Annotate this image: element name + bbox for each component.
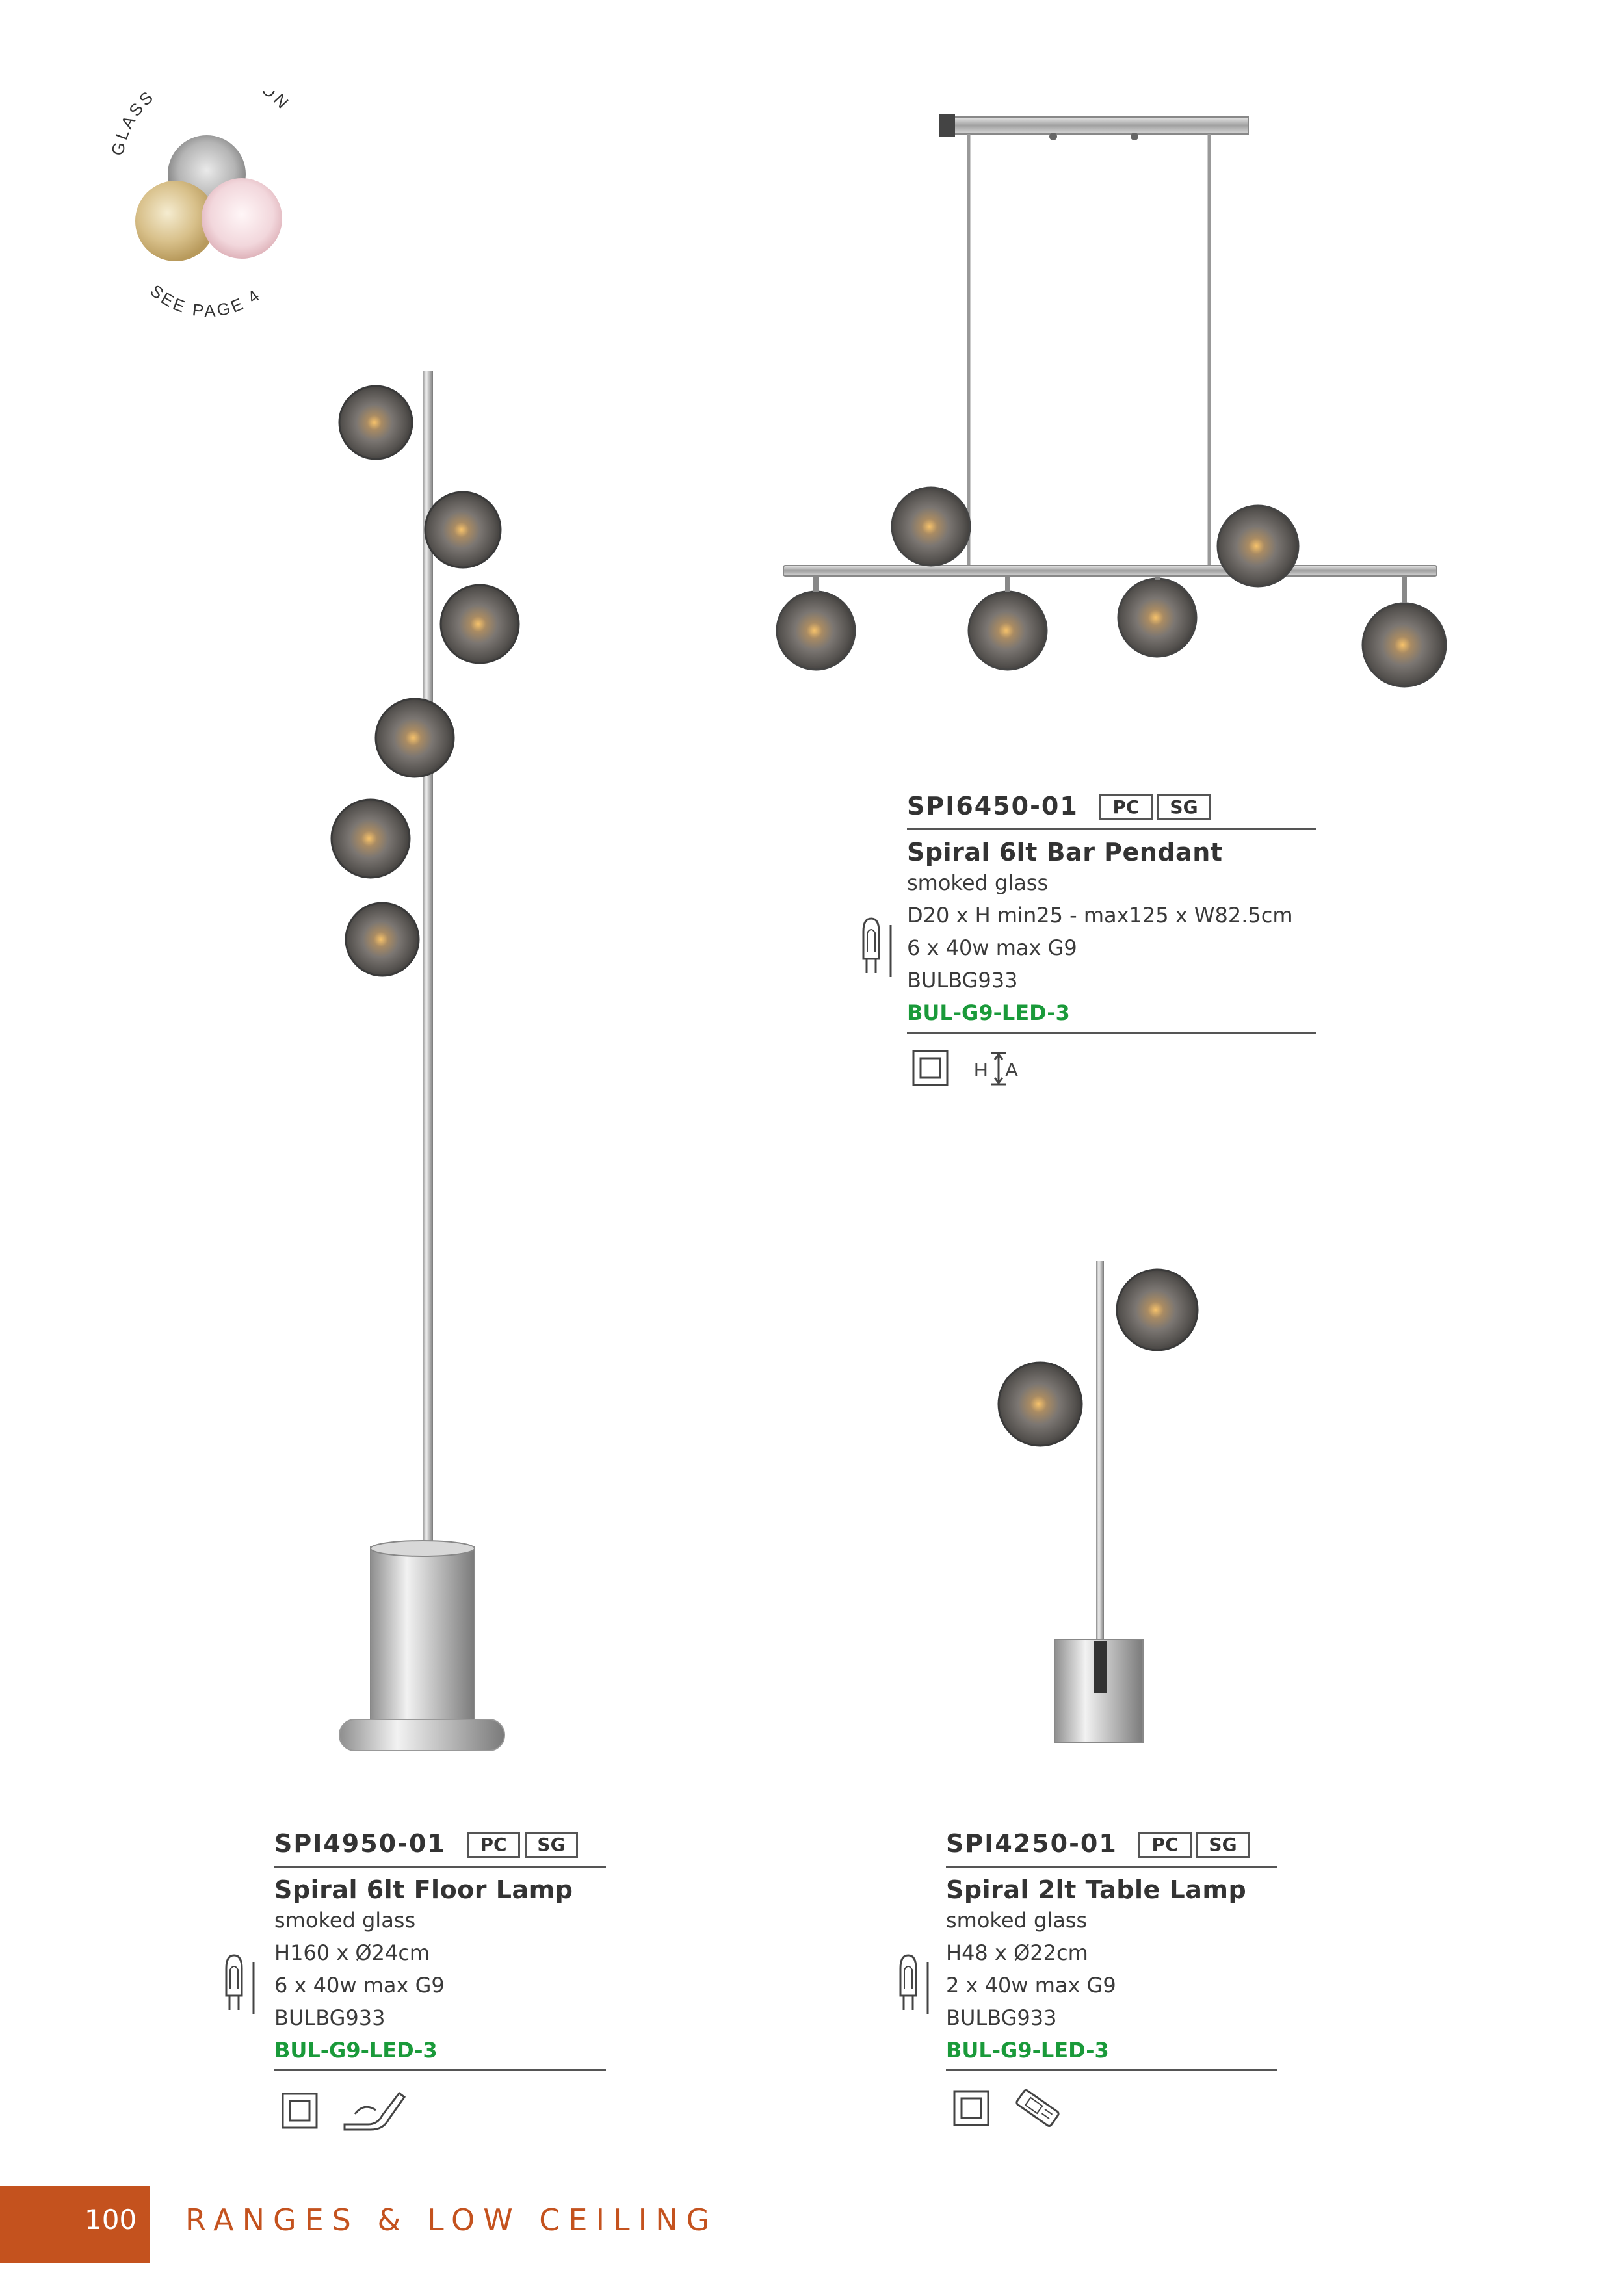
spec-dimensions: D20 x H min25 - max125 x W82.5cm bbox=[907, 903, 1293, 928]
product-block-bar-pendant bbox=[907, 794, 1316, 1034]
spec-glass: smoked glass bbox=[907, 870, 1049, 895]
finish-badge-sg: SG bbox=[1157, 794, 1211, 820]
g9-bulb-icon bbox=[894, 1950, 933, 2021]
product-name: Spiral 6lt Bar Pendant bbox=[907, 838, 1223, 867]
led-bulb-code: BUL-G9-LED-3 bbox=[274, 2038, 438, 2063]
svg-text:A: A bbox=[1005, 1060, 1019, 1081]
product-block-floor-lamp bbox=[274, 1829, 606, 2071]
table-lamp-image bbox=[969, 1255, 1242, 1762]
foot-switch-icon bbox=[342, 2088, 407, 2136]
product-name: Spiral 2lt Table Lamp bbox=[946, 1875, 1247, 1904]
floor-lamp-image bbox=[306, 364, 566, 1762]
spec-wattage: 6 x 40w max G9 bbox=[907, 935, 1077, 960]
product-code: SPI6450-01 bbox=[907, 792, 1079, 820]
product-code: SPI4950-01 bbox=[274, 1829, 446, 1858]
section-title: RANGES & LOW CEILING bbox=[185, 2202, 718, 2237]
finish-badge-pc: PC bbox=[1099, 794, 1153, 820]
spec-bulb: BULBG933 bbox=[946, 2005, 1057, 2030]
class-2-icon bbox=[952, 2089, 991, 2131]
page-number: 100 bbox=[85, 2204, 137, 2236]
bar-pendant-image bbox=[767, 98, 1469, 715]
spec-wattage: 2 x 40w max G9 bbox=[946, 1973, 1116, 1998]
finish-badge-sg: SG bbox=[525, 1832, 578, 1858]
spec-glass: smoked glass bbox=[946, 1908, 1088, 1933]
spec-bulb: BULBG933 bbox=[274, 2005, 386, 2030]
led-bulb-code: BUL-G9-LED-3 bbox=[946, 2038, 1109, 2063]
height-adjustable-icon bbox=[973, 1049, 1031, 1091]
product-name: Spiral 6lt Floor Lamp bbox=[274, 1875, 573, 1904]
g9-bulb-icon bbox=[857, 913, 896, 984]
spec-glass: smoked glass bbox=[274, 1908, 416, 1933]
product-block-table-lamp bbox=[946, 1829, 1277, 2071]
svg-text:H: H bbox=[974, 1060, 988, 1081]
g9-bulb-icon bbox=[220, 1950, 259, 2021]
spec-bulb: BULBG933 bbox=[907, 968, 1018, 993]
class-2-icon bbox=[911, 1049, 950, 1091]
product-code: SPI4250-01 bbox=[946, 1829, 1118, 1858]
spec-dimensions: H48 x Ø22cm bbox=[946, 1940, 1088, 1965]
inline-switch-icon bbox=[1012, 2085, 1064, 2133]
finish-badge-pc: PC bbox=[1138, 1832, 1192, 1858]
spec-wattage: 6 x 40w max G9 bbox=[274, 1973, 445, 1998]
finish-badge-sg: SG bbox=[1196, 1832, 1250, 1858]
badge-arc-top: GLASS ON bbox=[107, 91, 295, 157]
class-2-icon bbox=[281, 2092, 320, 2133]
glass-collection-badge bbox=[98, 91, 312, 325]
led-bulb-code: BUL-G9-LED-3 bbox=[907, 1000, 1070, 1025]
finish-badge-pc: PC bbox=[467, 1832, 520, 1858]
badge-arc-bottom: SEE PAGE 4 bbox=[146, 280, 265, 321]
spec-dimensions: H160 x Ø24cm bbox=[274, 1940, 430, 1965]
